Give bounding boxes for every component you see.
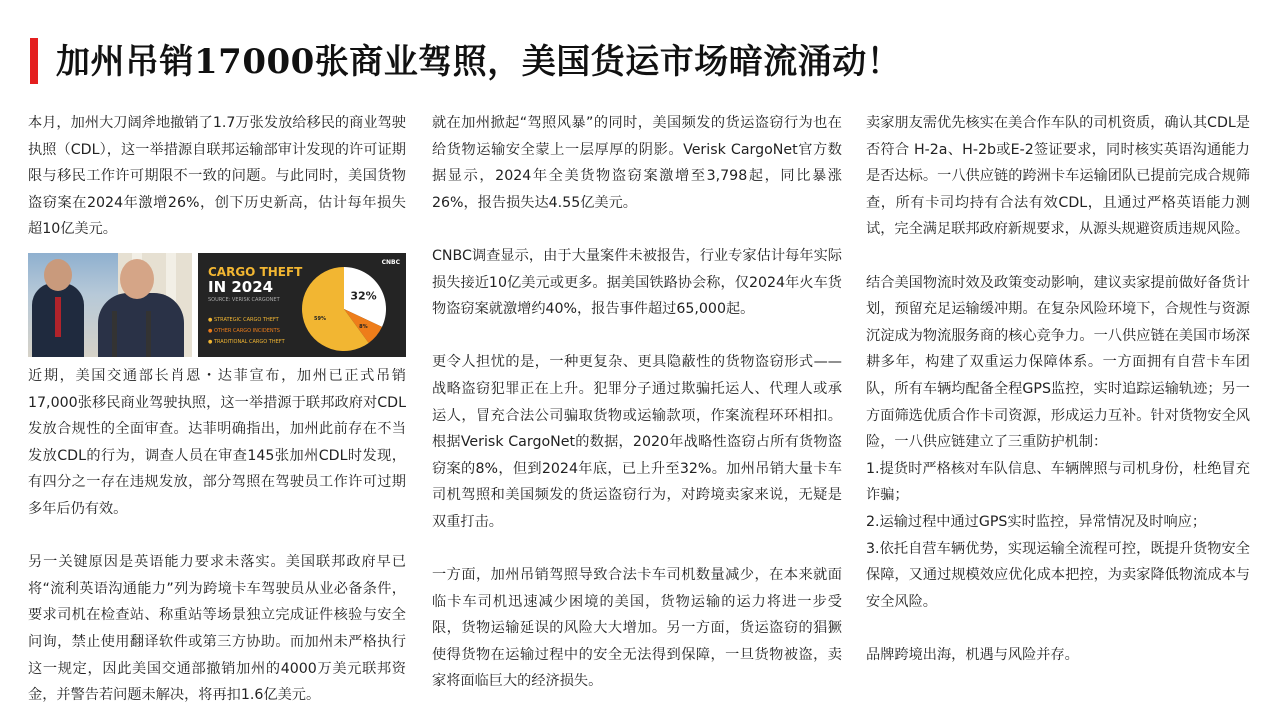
paragraph: 另一关键原因是英语能力要求未落实。美国联邦政府早已将“流利英语沟通能力”列为跨境卡车驾驶员从业必备条件，要求司机在检查站、称重站等场景独立完成证件核验与安全问询，禁止使用翻译软件或第三方协助。而加州未严格执行这一规定，因此美国交通部撤销加州的4000万美元联邦资金，并警告若问题未解决，将再扣1.6亿美元。	[28, 554, 406, 704]
pie-slice-label: 8%	[359, 324, 368, 331]
person-speaker	[98, 293, 184, 357]
press-conference-photo	[28, 253, 192, 357]
cnbc-logo: CNBC	[381, 258, 400, 266]
article-column-3	[866, 110, 1250, 668]
cargo-theft-pie-chart	[282, 259, 402, 355]
paragraph: 品牌跨境出海，机遇与风险并存。	[866, 646, 1079, 663]
paragraph: 更令人担忧的是，一种更复杂、更具隐蔽性的货物盗窃形式——战略盗窃犯罪正在上升。犯罪分子通过欺骗托运人、代理人或承运人，冒充合法公司骗取货物或运输款项，作案流程环环相扣。根据Verisk CargoNet的数据，2020年战略性盗窃占所有货物盗窃案的8%，但到2024年底，已上升至32%。加州吊销大量卡车司机驾照和美国频发的货运盗窃行为，对跨境卖家来说，无疑是双重打击。	[432, 354, 842, 530]
paragraph: 就在加州掀起“驾照风暴”的同时，美国频发的货运盗窃行为也在给货物运输安全蒙上一层厚厚的阴影。Verisk CargoNet官方数据显示，2024年全美货物盗窃案激增至3,798起，同比暴涨26%，报告损失达4.55亿美元。	[432, 115, 842, 211]
paragraph: 近期，美国交通部长肖恩・达菲宣布，加州已正式吊销17,000张移民商业驾驶执照，这一举措源于联邦政府对CDL发放合规性的全面审查。达菲明确指出，加州此前存在不当发放CDL的行为，调查人员在审查145张加州CDL时发现，有四分之一存在违规发放，部分驾照在驾驶员工作许可过期多年后仍有效。	[28, 367, 406, 517]
paragraph: 卖家朋友需优先核实在美合作车队的司机资质，确认其CDL是否符合 H-2a、H-2b或E-2签证要求，同时核实英语沟通能力是否达标。一八供应链的跨洲卡车运输团队已提前完成合规筛查，所有卡司均持有合法有效CDL，且通过严格英语能力测试，完全满足联邦政府新规要求，从源头规避资质违规风险。	[866, 115, 1250, 238]
paragraph: 结合美国物流时效及政策变动影响，建议卖家提前做好备货计划，预留充足运输缓冲期。在复杂风险环境下，合规性与资源沉淀成为物流服务商的核心竞争力。一八供应链在美国市场深耕多年，构建了双重运力保障体系。一方面拥有自营卡车团队，所有车辆均配备全程GPS监控，实时追踪运输轨迹；另一方面筛选优质合作卡司资源，形成运力互补。针对货物安全风险，一八供应链建立了三重防护机制：	[866, 274, 1250, 451]
microphone	[112, 311, 117, 357]
person-speaker-head	[120, 259, 154, 299]
legend-item: ● STRATEGIC CARGO THEFT	[208, 316, 279, 323]
image-row	[28, 253, 406, 357]
chart-header-line2: IN 2024	[208, 277, 274, 296]
person-left-tie	[55, 297, 61, 337]
paragraph: CNBC调查显示，由于大量案件未被报告，行业专家估计每年实际损失接近10亿美元或更多。据美国铁路协会称，仅2024年火车货物盗窃案就激增约40%，报告事件超过65,000起。	[432, 247, 842, 318]
title-accent-bar	[30, 38, 38, 84]
cargo-theft-chart-card	[198, 253, 406, 357]
paragraph: 本月，加州大刀阔斧地撤销了1.7万张发放给移民的商业驾驶执照（CDL），这一举措源自联邦运输部审计发现的许可证期限与移民工作许可期限不一致的问题。与此同时，美国货物盗窃案在2024年激增26%，创下历史新高，估计每年损失超10亿美元。	[28, 115, 406, 238]
list-item: 2.运输过程中通过GPS实时监控，异常情况及时响应；	[866, 513, 1207, 530]
list-item: 1.提货时严格核对车队信息、车辆牌照与司机身份，杜绝冒充诈骗；	[866, 460, 1250, 504]
paragraph: 一方面，加州吊销驾照导致合法卡车司机数量减少，在本来就面临卡车司机迅速减少困境的美国，货物运输的运力将进一步受限，货物运输延误的风险大大增加。另一方面，货运盗窃的猖獗使得货物在运输过程中的安全无法得到保障，一旦货物被盗，卖家将面临巨大的经济损失。	[432, 567, 842, 690]
legend-item: ● OTHER CARGO INCIDENTS	[208, 327, 280, 334]
list-item: 3.依托自营车辆优势，实现运输全流程可控，既提升货物安全保障，又通过规模效应优化成本把控，为卖家降低物流成本与安全风险。	[866, 540, 1250, 610]
article-column-1	[28, 110, 406, 709]
person-left-head	[44, 259, 72, 291]
pie-slice-label: 32%	[350, 289, 377, 303]
article-column-2	[432, 110, 842, 695]
chart-header-line1: CARGO THEFT	[208, 264, 303, 279]
legend-item: ● TRADITIONAL CARGO THEFT	[208, 338, 285, 345]
pie-slice-label: 59%	[314, 315, 327, 322]
page-title: 加州吊销17000张商业驾照，美国货运市场暗流涌动！	[56, 42, 902, 82]
chart-source: SOURCE: VERISK CARGONET	[208, 296, 280, 303]
microphone	[146, 311, 151, 357]
